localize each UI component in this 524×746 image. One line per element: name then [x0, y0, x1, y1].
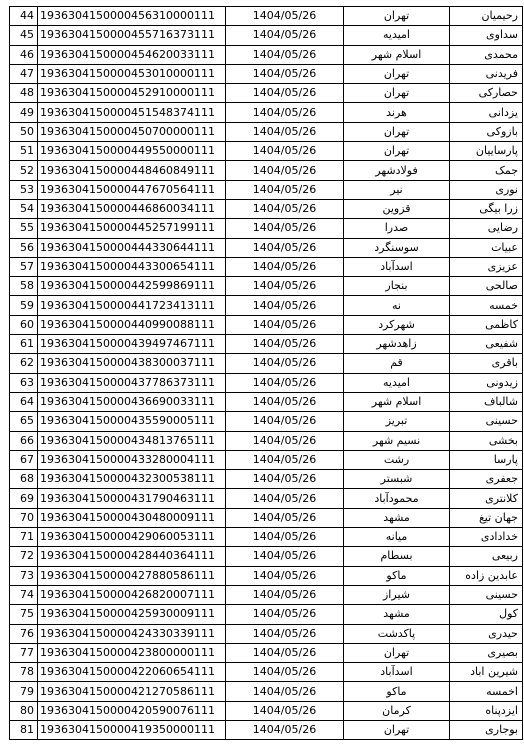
cell-code: 1936304150000436690033111 — [38, 392, 226, 411]
cell-num: 64 — [10, 392, 38, 411]
cell-city: محمودآباد — [344, 489, 450, 508]
table-row — [10, 682, 523, 701]
cell-code: 1936304150000425930009111 — [38, 605, 226, 624]
table-row — [10, 528, 523, 547]
cell-code: 1936304150000428440364111 — [38, 547, 226, 566]
cell-city: ماکو — [344, 682, 450, 701]
table-row — [10, 624, 523, 643]
cell-code: 1936304150000441723413111 — [38, 296, 226, 315]
cell-name: کلانتری — [450, 489, 523, 508]
cell-code: 1936304150000456310000111 — [38, 7, 226, 26]
cell-num: 68 — [10, 470, 38, 489]
records-table — [9, 6, 523, 740]
cell-name: کول — [450, 605, 523, 624]
cell-code: 1936304150000430480009111 — [38, 508, 226, 527]
cell-code: 1936304150000431790463111 — [38, 489, 226, 508]
table-row — [10, 180, 523, 199]
cell-name: عزیزی — [450, 257, 523, 276]
table-row — [10, 392, 523, 411]
table-row — [10, 470, 523, 489]
cell-name: شیرین اباد — [450, 663, 523, 682]
cell-date: 1404/05/26 — [226, 238, 344, 257]
table-row — [10, 720, 523, 739]
cell-code: 1936304150000437786373111 — [38, 373, 226, 392]
cell-date: 1404/05/26 — [226, 431, 344, 450]
cell-code: 1936304150000444330644111 — [38, 238, 226, 257]
cell-date: 1404/05/26 — [226, 528, 344, 547]
cell-num: 56 — [10, 238, 38, 257]
cell-code: 1936304150000447670564111 — [38, 180, 226, 199]
cell-city: امیدیه — [344, 26, 450, 45]
cell-num: 79 — [10, 682, 38, 701]
cell-city: امیدیه — [344, 373, 450, 392]
cell-name: خدادادی — [450, 528, 523, 547]
cell-name: نوری — [450, 180, 523, 199]
cell-date: 1404/05/26 — [226, 701, 344, 720]
table-row — [10, 315, 523, 334]
table-row — [10, 219, 523, 238]
cell-name: کاظمی — [450, 315, 523, 334]
cell-num: 59 — [10, 296, 38, 315]
table-row — [10, 489, 523, 508]
cell-name: عبیات — [450, 238, 523, 257]
cell-name: شالباف — [450, 392, 523, 411]
cell-num: 53 — [10, 180, 38, 199]
cell-code: 1936304150000440990088111 — [38, 315, 226, 334]
table-row — [10, 64, 523, 83]
cell-date: 1404/05/26 — [226, 335, 344, 354]
cell-name: رضایی — [450, 219, 523, 238]
cell-name: جعفری — [450, 470, 523, 489]
table-row — [10, 412, 523, 431]
cell-date: 1404/05/26 — [226, 508, 344, 527]
cell-num: 54 — [10, 199, 38, 218]
cell-code: 1936304150000438300037111 — [38, 354, 226, 373]
cell-name: صالحی — [450, 277, 523, 296]
cell-code: 1936304150000433280004111 — [38, 450, 226, 469]
cell-city: نه — [344, 296, 450, 315]
cell-num: 80 — [10, 701, 38, 720]
table-row — [10, 199, 523, 218]
cell-city: شبستر — [344, 470, 450, 489]
cell-name: پارساییان — [450, 142, 523, 161]
cell-num: 62 — [10, 354, 38, 373]
cell-date: 1404/05/26 — [226, 199, 344, 218]
cell-name: فریدنی — [450, 64, 523, 83]
cell-name: زرا بیگی — [450, 199, 523, 218]
cell-city: اسلام شهر — [344, 392, 450, 411]
cell-city: نیر — [344, 180, 450, 199]
table-row — [10, 663, 523, 682]
cell-code: 1936304150000446860034111 — [38, 199, 226, 218]
cell-name: عابدین زاده — [450, 566, 523, 585]
cell-num: 44 — [10, 7, 38, 26]
cell-code: 1936304150000426820007111 — [38, 585, 226, 604]
cell-city: تهران — [344, 64, 450, 83]
cell-date: 1404/05/26 — [226, 219, 344, 238]
cell-date: 1404/05/26 — [226, 315, 344, 334]
cell-code: 1936304150000450700000111 — [38, 122, 226, 141]
cell-code: 1936304150000424330339111 — [38, 624, 226, 643]
cell-date: 1404/05/26 — [226, 547, 344, 566]
cell-num: 81 — [10, 720, 38, 739]
cell-name: یزدانی — [450, 103, 523, 122]
cell-name: جهان تیغ — [450, 508, 523, 527]
cell-name: بازوکی — [450, 122, 523, 141]
table-row — [10, 45, 523, 64]
cell-date: 1404/05/26 — [226, 161, 344, 180]
table-row — [10, 450, 523, 469]
cell-city: مشهد — [344, 508, 450, 527]
cell-city: تهران — [344, 122, 450, 141]
cell-city: پاکدشت — [344, 624, 450, 643]
cell-date: 1404/05/26 — [226, 277, 344, 296]
cell-num: 55 — [10, 219, 38, 238]
cell-date: 1404/05/26 — [226, 373, 344, 392]
cell-date: 1404/05/26 — [226, 585, 344, 604]
cell-name: حسینی — [450, 585, 523, 604]
cell-date: 1404/05/26 — [226, 7, 344, 26]
cell-code: 1936304150000451548374111 — [38, 103, 226, 122]
cell-date: 1404/05/26 — [226, 103, 344, 122]
table-row — [10, 373, 523, 392]
cell-date: 1404/05/26 — [226, 296, 344, 315]
cell-num: 46 — [10, 45, 38, 64]
cell-num: 71 — [10, 528, 38, 547]
cell-num: 65 — [10, 412, 38, 431]
cell-city: سوسنگرد — [344, 238, 450, 257]
table-row — [10, 26, 523, 45]
cell-num: 63 — [10, 373, 38, 392]
cell-name: ربیعی — [450, 547, 523, 566]
cell-city: صدرا — [344, 219, 450, 238]
table-row — [10, 142, 523, 161]
cell-city: اسلام شهر — [344, 45, 450, 64]
cell-city: شیراز — [344, 585, 450, 604]
cell-code: 1936304150000420590076111 — [38, 701, 226, 720]
table-row — [10, 277, 523, 296]
cell-city: بنجار — [344, 277, 450, 296]
cell-num: 70 — [10, 508, 38, 527]
cell-name: بصیری — [450, 643, 523, 662]
cell-city: شهرکرد — [344, 315, 450, 334]
cell-num: 74 — [10, 585, 38, 604]
cell-city: اسدآباد — [344, 257, 450, 276]
cell-city: تهران — [344, 720, 450, 739]
cell-name: شفیعی — [450, 335, 523, 354]
cell-city: مشهد — [344, 605, 450, 624]
table-row — [10, 84, 523, 103]
cell-date: 1404/05/26 — [226, 257, 344, 276]
cell-code: 1936304150000442599869111 — [38, 277, 226, 296]
cell-num: 76 — [10, 624, 38, 643]
cell-date: 1404/05/26 — [226, 663, 344, 682]
cell-date: 1404/05/26 — [226, 392, 344, 411]
cell-date: 1404/05/26 — [226, 45, 344, 64]
cell-city: میانه — [344, 528, 450, 547]
table-row — [10, 257, 523, 276]
cell-city: اسدآباد — [344, 663, 450, 682]
cell-name: اخمسه — [450, 682, 523, 701]
table-row — [10, 566, 523, 585]
cell-city: رشت — [344, 450, 450, 469]
cell-date: 1404/05/26 — [226, 122, 344, 141]
table-body — [10, 7, 523, 740]
cell-date: 1404/05/26 — [226, 142, 344, 161]
cell-num: 73 — [10, 566, 38, 585]
cell-name: بوجاری — [450, 720, 523, 739]
cell-num: 77 — [10, 643, 38, 662]
cell-name: باقری — [450, 354, 523, 373]
cell-city: تهران — [344, 142, 450, 161]
cell-city: کرمان — [344, 701, 450, 720]
cell-date: 1404/05/26 — [226, 450, 344, 469]
cell-num: 69 — [10, 489, 38, 508]
cell-date: 1404/05/26 — [226, 720, 344, 739]
cell-name: حسینی — [450, 412, 523, 431]
cell-num: 61 — [10, 335, 38, 354]
cell-name: سداوی — [450, 26, 523, 45]
cell-date: 1404/05/26 — [226, 180, 344, 199]
cell-date: 1404/05/26 — [226, 354, 344, 373]
cell-code: 1936304150000439497467111 — [38, 335, 226, 354]
cell-city: فولادشهر — [344, 161, 450, 180]
table-row — [10, 701, 523, 720]
cell-city: تهران — [344, 84, 450, 103]
cell-date: 1404/05/26 — [226, 624, 344, 643]
cell-city: ماکو — [344, 566, 450, 585]
cell-city: تهران — [344, 643, 450, 662]
cell-code: 1936304150000443300654111 — [38, 257, 226, 276]
table-row — [10, 7, 523, 26]
cell-date: 1404/05/26 — [226, 605, 344, 624]
cell-date: 1404/05/26 — [226, 84, 344, 103]
cell-code: 1936304150000432300538111 — [38, 470, 226, 489]
cell-num: 78 — [10, 663, 38, 682]
cell-code: 1936304150000421270586111 — [38, 682, 226, 701]
cell-date: 1404/05/26 — [226, 643, 344, 662]
cell-code: 1936304150000435590005111 — [38, 412, 226, 431]
table-row — [10, 335, 523, 354]
cell-name: جمک — [450, 161, 523, 180]
cell-name: خمسه — [450, 296, 523, 315]
cell-name: رحیمیان — [450, 7, 523, 26]
cell-num: 51 — [10, 142, 38, 161]
cell-code: 1936304150000455716373111 — [38, 26, 226, 45]
cell-city: زاهدشهر — [344, 335, 450, 354]
cell-date: 1404/05/26 — [226, 26, 344, 45]
cell-num: 67 — [10, 450, 38, 469]
cell-name: حیدری — [450, 624, 523, 643]
cell-city: قم — [344, 354, 450, 373]
cell-name: بخشی — [450, 431, 523, 450]
cell-date: 1404/05/26 — [226, 470, 344, 489]
cell-code: 1936304150000454620033111 — [38, 45, 226, 64]
cell-city: تبریز — [344, 412, 450, 431]
cell-code: 1936304150000453010000111 — [38, 64, 226, 83]
table-row — [10, 296, 523, 315]
table-row — [10, 238, 523, 257]
table-row — [10, 547, 523, 566]
cell-num: 72 — [10, 547, 38, 566]
cell-name: پارسا — [450, 450, 523, 469]
cell-name: زیدونی — [450, 373, 523, 392]
table-row — [10, 161, 523, 180]
cell-name: محمدی — [450, 45, 523, 64]
cell-num: 57 — [10, 257, 38, 276]
table-row — [10, 585, 523, 604]
cell-date: 1404/05/26 — [226, 489, 344, 508]
cell-num: 66 — [10, 431, 38, 450]
cell-num: 49 — [10, 103, 38, 122]
cell-num: 50 — [10, 122, 38, 141]
cell-city: بسطام — [344, 547, 450, 566]
cell-code: 1936304150000445257199111 — [38, 219, 226, 238]
cell-code: 1936304150000449550000111 — [38, 142, 226, 161]
cell-city: نسیم شهر — [344, 431, 450, 450]
cell-city: هرند — [344, 103, 450, 122]
cell-code: 1936304150000452910000111 — [38, 84, 226, 103]
table-row — [10, 643, 523, 662]
cell-date: 1404/05/26 — [226, 682, 344, 701]
cell-date: 1404/05/26 — [226, 412, 344, 431]
cell-num: 47 — [10, 64, 38, 83]
cell-code: 1936304150000423800000111 — [38, 643, 226, 662]
cell-code: 1936304150000448460849111 — [38, 161, 226, 180]
cell-num: 60 — [10, 315, 38, 334]
cell-num: 45 — [10, 26, 38, 45]
table-row — [10, 431, 523, 450]
cell-city: تهران — [344, 7, 450, 26]
table-row — [10, 354, 523, 373]
table-row — [10, 122, 523, 141]
cell-num: 58 — [10, 277, 38, 296]
cell-name: حصارکی — [450, 84, 523, 103]
table-row — [10, 508, 523, 527]
cell-name: ایزدپناه — [450, 701, 523, 720]
cell-code: 1936304150000419350000111 — [38, 720, 226, 739]
cell-num: 52 — [10, 161, 38, 180]
cell-date: 1404/05/26 — [226, 566, 344, 585]
cell-date: 1404/05/26 — [226, 64, 344, 83]
cell-code: 1936304150000429060053111 — [38, 528, 226, 547]
cell-code: 1936304150000422060654111 — [38, 663, 226, 682]
table-row — [10, 103, 523, 122]
cell-code: 1936304150000434813765111 — [38, 431, 226, 450]
cell-num: 75 — [10, 605, 38, 624]
cell-num: 48 — [10, 84, 38, 103]
cell-code: 1936304150000427880586111 — [38, 566, 226, 585]
cell-city: قزوین — [344, 199, 450, 218]
table-row — [10, 605, 523, 624]
